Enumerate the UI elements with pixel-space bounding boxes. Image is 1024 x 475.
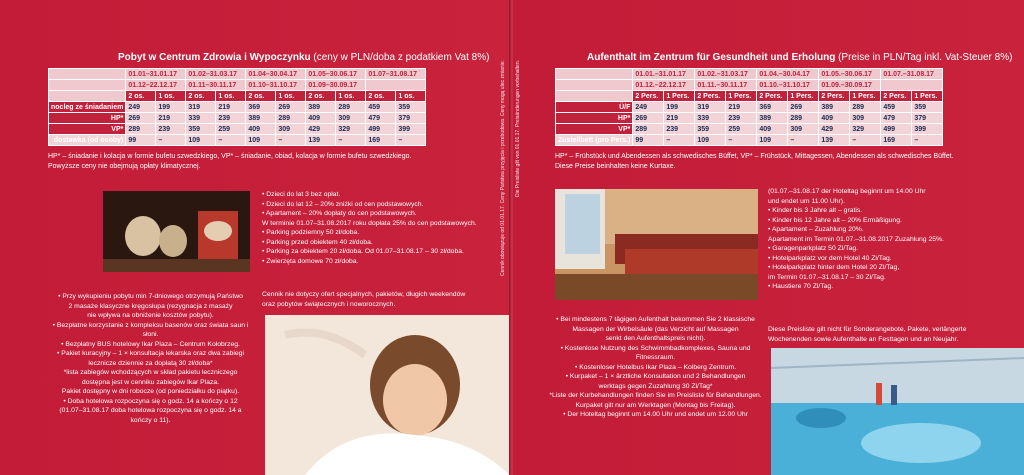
price-cell: 309 <box>850 113 881 124</box>
period-header-cell: 01.10–31.10.17 <box>246 80 306 91</box>
period-header-cell: 01.07–31.08.17 <box>366 69 426 80</box>
benefit-item: • Kostenloser Hotelbus Ikar Plaza – Kolberg Zentrum. <box>574 363 737 371</box>
price-cell: 329 <box>850 124 881 135</box>
price-cell: 169 <box>881 135 912 146</box>
swimming-pool-photo <box>771 348 1024 475</box>
price-cell: 409 <box>819 113 850 124</box>
extra-item: • Hotelparkplatz hinter dem Hotel 20 Zl/Tag, <box>768 264 900 271</box>
price-cell: 459 <box>881 102 912 113</box>
price-cell: 429 <box>306 124 336 135</box>
benefit-item: werktags gegen Zuzahlung 30 Zl/Tag* <box>598 382 713 390</box>
table-row <box>556 102 943 113</box>
price-cell: 239 <box>726 113 757 124</box>
price-cell: 269 <box>126 113 156 124</box>
benefit-item: • Pakiet kuracyjny – 1 × konsultacja lekarska oraz dwa zabiegi <box>57 350 244 357</box>
right-footnote <box>555 152 954 172</box>
row-label-cell: HP* <box>556 113 633 124</box>
right-extras <box>768 187 944 292</box>
price-cell: 319 <box>695 102 726 113</box>
hotel-room-photo <box>555 189 758 300</box>
footnote-line: Powyższe ceny nie obejmują opłaty klimatycznej. <box>48 163 201 170</box>
benefit-item: Pakiet dostępny w dni robocze (od poniedziałku do piątku). <box>61 388 240 395</box>
price-cell: 199 <box>664 102 695 113</box>
benefit-item: nie wpływa na obniżenie kosztów pobytu). <box>87 312 214 319</box>
occupancy-header-cell: 1 Pers. <box>912 91 943 102</box>
price-cell: 379 <box>912 113 943 124</box>
right-price-table <box>555 68 943 146</box>
price-cell: 259 <box>216 124 246 135</box>
price-cell: 219 <box>726 102 757 113</box>
right-title: Aufenthalt im Zentrum für Gesundheit und Erholung (Preise in PLN/Tag inkl. Vat-Steuer 8%) <box>587 52 1013 63</box>
period-header-cell: 01.07.–31.08.17 <box>881 69 943 80</box>
price-cell: 259 <box>726 124 757 135</box>
extra-item: (01.07.–31.08.17 der Hoteltag beginnt um 14.00 Uhr <box>768 188 926 195</box>
period-header-cell: 01.11.–30.11.17 <box>695 80 757 91</box>
occupancy-header-cell: 1 Pers. <box>788 91 819 102</box>
benefit-item: 2 masaże klasyczne kręgosłupa (rezygnacja z masaży <box>68 302 233 310</box>
benefit-item: lecznicze dziennie za dopłatą 30 zł/doba* <box>88 359 213 367</box>
price-cell: 409 <box>306 113 336 124</box>
period-header-cell: 01.01–31.01.17 <box>126 69 186 80</box>
occupancy-header-cell: 1 Pers. <box>664 91 695 102</box>
benefit-item: • Bei mindestens 7 tägigen Aufenthalt bekommen Sie 2 klassische <box>556 316 755 323</box>
left-footnote <box>48 152 411 172</box>
price-cell: – <box>396 135 426 146</box>
price-cell: 289 <box>126 124 156 135</box>
occupancy-header-cell: 2 os. <box>366 91 396 102</box>
price-cell: 219 <box>216 102 246 113</box>
row-label-cell: Ü/F <box>556 102 633 113</box>
price-cell: 289 <box>276 113 306 124</box>
left-title: Pobyt w Centrum Zdrowia i Wypoczynku (ceny w PLN/doba z podatkiem Vat 8%) <box>118 52 490 63</box>
extra-item: • Kinder bis 3 Jahre alt – gratis. <box>768 207 863 214</box>
benefit-item: (01.07–31.08.17 doba hotelowa rozpoczyna się o godz. 14 a kończy o 11). <box>59 407 242 424</box>
price-cell: 219 <box>664 113 695 124</box>
extra-item: im Termin 01.07.–31.08.17 – 30 Zl/Tag. <box>768 273 886 281</box>
price-cell: 389 <box>306 102 336 113</box>
benefit-item: • Kurpaket – 1 × ärztliche Konsultation und 2 Behandlungen <box>565 373 746 380</box>
price-cell: 139 <box>819 135 850 146</box>
price-cell: – <box>156 135 186 146</box>
table-corner-cell <box>556 80 633 91</box>
period-header-cell: 01.11–30.11.17 <box>186 80 246 91</box>
price-cell: 389 <box>757 113 788 124</box>
table-corner-cell <box>49 80 126 91</box>
benefit-item: Kurpaket gilt nur am Werktagen (Montag bis Freitag). <box>575 401 736 409</box>
row-label-cell: VP* <box>49 124 126 135</box>
period-header-cell: 01.09.–30.09.17 <box>819 80 881 91</box>
price-cell: 409 <box>246 124 276 135</box>
period-header-cell: 01.04.–30.04.17 <box>757 69 819 80</box>
price-cell: 109 <box>695 135 726 146</box>
price-cell: 479 <box>881 113 912 124</box>
extra-item: • Kinder bis 12 Jahre alt – 20% Ermäßigung. <box>768 216 902 224</box>
period-header-cell: 01.12.–22.12.17 <box>633 80 695 91</box>
price-cell: 249 <box>633 102 664 113</box>
footnote-line: Diese Preise beinhalten keine Kurtaxe. <box>555 163 676 170</box>
table-row <box>49 113 426 124</box>
extra-item: • Garagenparkplatz 50 Zl/Tag. <box>768 245 859 252</box>
period-header-cell: 01.10.–31.10.17 <box>757 80 819 91</box>
left-page <box>0 0 511 475</box>
price-cell: 399 <box>396 124 426 135</box>
price-cell: 99 <box>633 135 664 146</box>
price-cell: 269 <box>633 113 664 124</box>
woman-relaxing-photo <box>265 315 509 475</box>
benefit-item: • Bezpłatny BUS hotelowy Ikar Plaza – Centrum Kołobrzeg. <box>61 340 240 348</box>
occupancy-header-cell: 2 os. <box>186 91 216 102</box>
right-page <box>513 0 1024 475</box>
occupancy-header-cell: 1 os. <box>396 91 426 102</box>
price-cell: 359 <box>695 124 726 135</box>
period-header-cell <box>366 80 426 91</box>
row-label-cell: VP* <box>556 124 633 135</box>
occupancy-header-cell: 2 Pers. <box>633 91 664 102</box>
price-cell: 499 <box>881 124 912 135</box>
price-cell: 359 <box>186 124 216 135</box>
occupancy-header-cell: 1 os. <box>156 91 186 102</box>
period-header-cell: 01.02–31.03.17 <box>186 69 246 80</box>
extra-item: • Parking za obiektem 20 zł/doba. Od 01.07–31.08.17 – 30 zł/doba. <box>262 248 464 255</box>
price-cell: 359 <box>912 102 943 113</box>
price-cell: – <box>726 135 757 146</box>
price-cell: 329 <box>336 124 366 135</box>
price-cell: 359 <box>396 102 426 113</box>
period-header-cell: 01.05.–30.06.17 <box>819 69 881 80</box>
price-cell: 109 <box>757 135 788 146</box>
price-cell: 269 <box>788 102 819 113</box>
table-row <box>556 124 943 135</box>
price-cell: 459 <box>366 102 396 113</box>
period-header-cell: 01.01.–31.01.17 <box>633 69 695 80</box>
table-row <box>556 135 943 146</box>
footnote-line: HP* – śniadanie i kolacja w formie bufetu szwedzkiego, VP* – śniadanie, obiad, kolacja w formie bufetu szwedzkiego. <box>48 153 412 160</box>
left-benefits <box>48 292 253 425</box>
price-cell: 479 <box>366 113 396 124</box>
left-extras <box>262 190 477 266</box>
occupancy-header-cell: 1 Pers. <box>726 91 757 102</box>
price-cell: 319 <box>186 102 216 113</box>
price-cell: – <box>276 135 306 146</box>
price-cell: 139 <box>306 135 336 146</box>
left-side-text: Cennik obowiązuje od 01.01.17. Ceny Państwa przyjęcia i przebudowa. Ceny mogą ulec zmianie. <box>500 60 506 276</box>
right-side-text: Die Preisliste gilt von 01.01.17. Preisänderungen vorbehalten. <box>515 60 521 198</box>
spa-products-photo <box>103 191 250 272</box>
price-cell: 399 <box>912 124 943 135</box>
period-header-cell: 01.05–30.06.17 <box>306 69 366 80</box>
price-cell: 269 <box>276 102 306 113</box>
benefit-item: Massagen der Wirbelsäule (das Verzicht auf Massagen <box>572 325 739 333</box>
price-cell: 239 <box>216 113 246 124</box>
price-cell: 169 <box>366 135 396 146</box>
price-cell: 289 <box>850 102 881 113</box>
price-cell: – <box>912 135 943 146</box>
extra-item: • Zwierzęta domowe 70 zł/doba. <box>262 257 359 265</box>
price-cell: 309 <box>276 124 306 135</box>
price-cell: 289 <box>633 124 664 135</box>
price-cell: 339 <box>186 113 216 124</box>
table-corner-cell <box>556 91 633 102</box>
row-label-cell: Zustellbett (pro Pers.) <box>556 135 633 146</box>
extra-item: • Apartament – Zuzahlung 20%. <box>768 226 864 233</box>
pricelist-note-line: Wochenenden sowie Aufenthalte an Festtagen und an Neujahr. <box>768 335 959 343</box>
pricelist-note-line: oraz pobytów świątecznych i noworocznych. <box>262 300 396 308</box>
row-label-cell: dostawka (od osoby) <box>49 135 126 146</box>
occupancy-header-cell: 1 os. <box>276 91 306 102</box>
benefit-item: • Doba hotelowa rozpoczyna się o godz. 14 a kończy o 12 <box>63 397 238 405</box>
row-label-cell: HP* <box>49 113 126 124</box>
period-header-cell: 01.02.–31.03.17 <box>695 69 757 80</box>
extra-item: und endet um 11.00 Uhr). <box>768 197 845 205</box>
pricelist-note-line: Cennik nie dotyczy ofert specjalnych, pakietów, długich weekendów <box>262 291 466 298</box>
price-cell: 369 <box>757 102 788 113</box>
period-header-cell: 01.12–22.12.17 <box>126 80 186 91</box>
table-row <box>49 102 426 113</box>
price-cell: – <box>788 135 819 146</box>
extra-item: • Parking podziemny 50 zł/doba. <box>262 229 360 236</box>
benefit-item: • Kostenlose Nutzung des Schwimmbadkomplexes, Sauna und Fitnessraum. <box>560 344 751 361</box>
extra-item: • Apartament – 20% dopłaty do cen podstawowych. <box>262 210 417 217</box>
occupancy-header-cell: 1 os. <box>216 91 246 102</box>
extra-item: • Dzieci do lat 12 – 20% zniżki od cen podstawowych. <box>262 200 424 208</box>
price-cell: 289 <box>336 102 366 113</box>
price-cell: 239 <box>664 124 695 135</box>
period-header-cell <box>881 80 943 91</box>
swimming-pool-illustration <box>771 348 1024 475</box>
price-cell: 109 <box>246 135 276 146</box>
occupancy-header-cell: 2 Pers. <box>757 91 788 102</box>
occupancy-header-cell: 2 os. <box>126 91 156 102</box>
left-extras-note <box>262 290 465 309</box>
price-cell: 339 <box>695 113 726 124</box>
table-corner-cell <box>556 69 633 80</box>
price-cell: 99 <box>126 135 156 146</box>
benefit-item: • Der Hoteltag beginnt um 14.00 Uhr und endet um 12.00 Uhr <box>563 411 748 418</box>
spa-products-illustration <box>103 191 250 272</box>
price-cell: 309 <box>788 124 819 135</box>
price-cell: – <box>664 135 695 146</box>
price-cell: 389 <box>819 102 850 113</box>
benefit-item: • Bezpłatne korzystanie z kompleksu basenów oraz świata saun i słoni. <box>52 321 249 338</box>
benefit-item: *lista zabiegów wchodzących w skład pakietu leczniczego <box>63 369 238 376</box>
price-cell: 429 <box>819 124 850 135</box>
extra-item: • Haustiere 70 Zl/Tag. <box>768 283 834 290</box>
price-cell: 289 <box>788 113 819 124</box>
price-cell: 239 <box>156 124 186 135</box>
occupancy-header-cell: 2 Pers. <box>695 91 726 102</box>
occupancy-header-cell: 2 os. <box>246 91 276 102</box>
occupancy-header-cell: 1 os. <box>336 91 366 102</box>
price-cell: 369 <box>246 102 276 113</box>
occupancy-header-cell: 2 Pers. <box>881 91 912 102</box>
extra-item: • Hotelparkplatz vor dem Hotel 40 Zl/Tag. <box>768 254 892 262</box>
price-cell: – <box>336 135 366 146</box>
benefit-item: dostępna jest w cenniku zabiegów Ikar Plaza. <box>81 378 220 386</box>
price-cell: 389 <box>246 113 276 124</box>
benefit-item: senkt den Aufenthaltspreis nicht). <box>605 335 706 342</box>
table-corner-cell <box>49 69 126 80</box>
price-cell: – <box>850 135 881 146</box>
footnote-line: HP* – Frühstück und Abendessen als schwedisches Büffet, VP* – Frühstück, Mittagessen, Abendessen als schwedisches Büffet. <box>555 153 954 160</box>
extra-item: • Parking przed obiektem 40 zł/doba. <box>262 238 373 246</box>
benefit-item: • Przy wykupieniu pobytu min 7-dniowego otrzymują Państwo <box>58 293 243 300</box>
extra-item: • Dzieci do lat 3 bez opłat. <box>262 191 341 198</box>
hotel-room-illustration <box>555 189 758 300</box>
period-header-cell: 01.09–30.09.17 <box>306 80 366 91</box>
extra-item: Apartament im Termin 01.07.–31.08.2017 Zuzahlung 25%. <box>768 235 944 243</box>
table-corner-cell <box>49 91 126 102</box>
table-row <box>49 135 426 146</box>
woman-relaxing-illustration <box>265 315 509 475</box>
price-cell: 249 <box>126 102 156 113</box>
occupancy-header-cell: 1 Pers. <box>850 91 881 102</box>
period-header-cell: 01.04–30.04.17 <box>246 69 306 80</box>
extra-item: W terminie 01.07–31.08.2017 roku dopłata 25% do cen podstawowych. <box>262 219 477 227</box>
left-price-table <box>48 68 426 146</box>
price-cell: 199 <box>156 102 186 113</box>
price-cell: 309 <box>336 113 366 124</box>
row-label-cell: nocleg ze śniadaniem <box>49 102 126 113</box>
price-cell: 499 <box>366 124 396 135</box>
price-cell: 219 <box>156 113 186 124</box>
table-row <box>556 113 943 124</box>
occupancy-header-cell: 2 Pers. <box>819 91 850 102</box>
table-row <box>49 124 426 135</box>
benefit-item: *Liste der Kurbehandlungen finden Sie im Preisliste für Behandlungen. <box>549 392 762 399</box>
right-extras-note <box>768 325 966 344</box>
pricelist-note-line: Diese Preisliste gilt nicht für Sonderangebote, Pakete, verlängerte <box>768 326 967 333</box>
right-benefits <box>548 315 763 420</box>
price-cell: 409 <box>757 124 788 135</box>
occupancy-header-cell: 2 os. <box>306 91 336 102</box>
price-cell: – <box>216 135 246 146</box>
price-cell: 379 <box>396 113 426 124</box>
price-cell: 109 <box>186 135 216 146</box>
